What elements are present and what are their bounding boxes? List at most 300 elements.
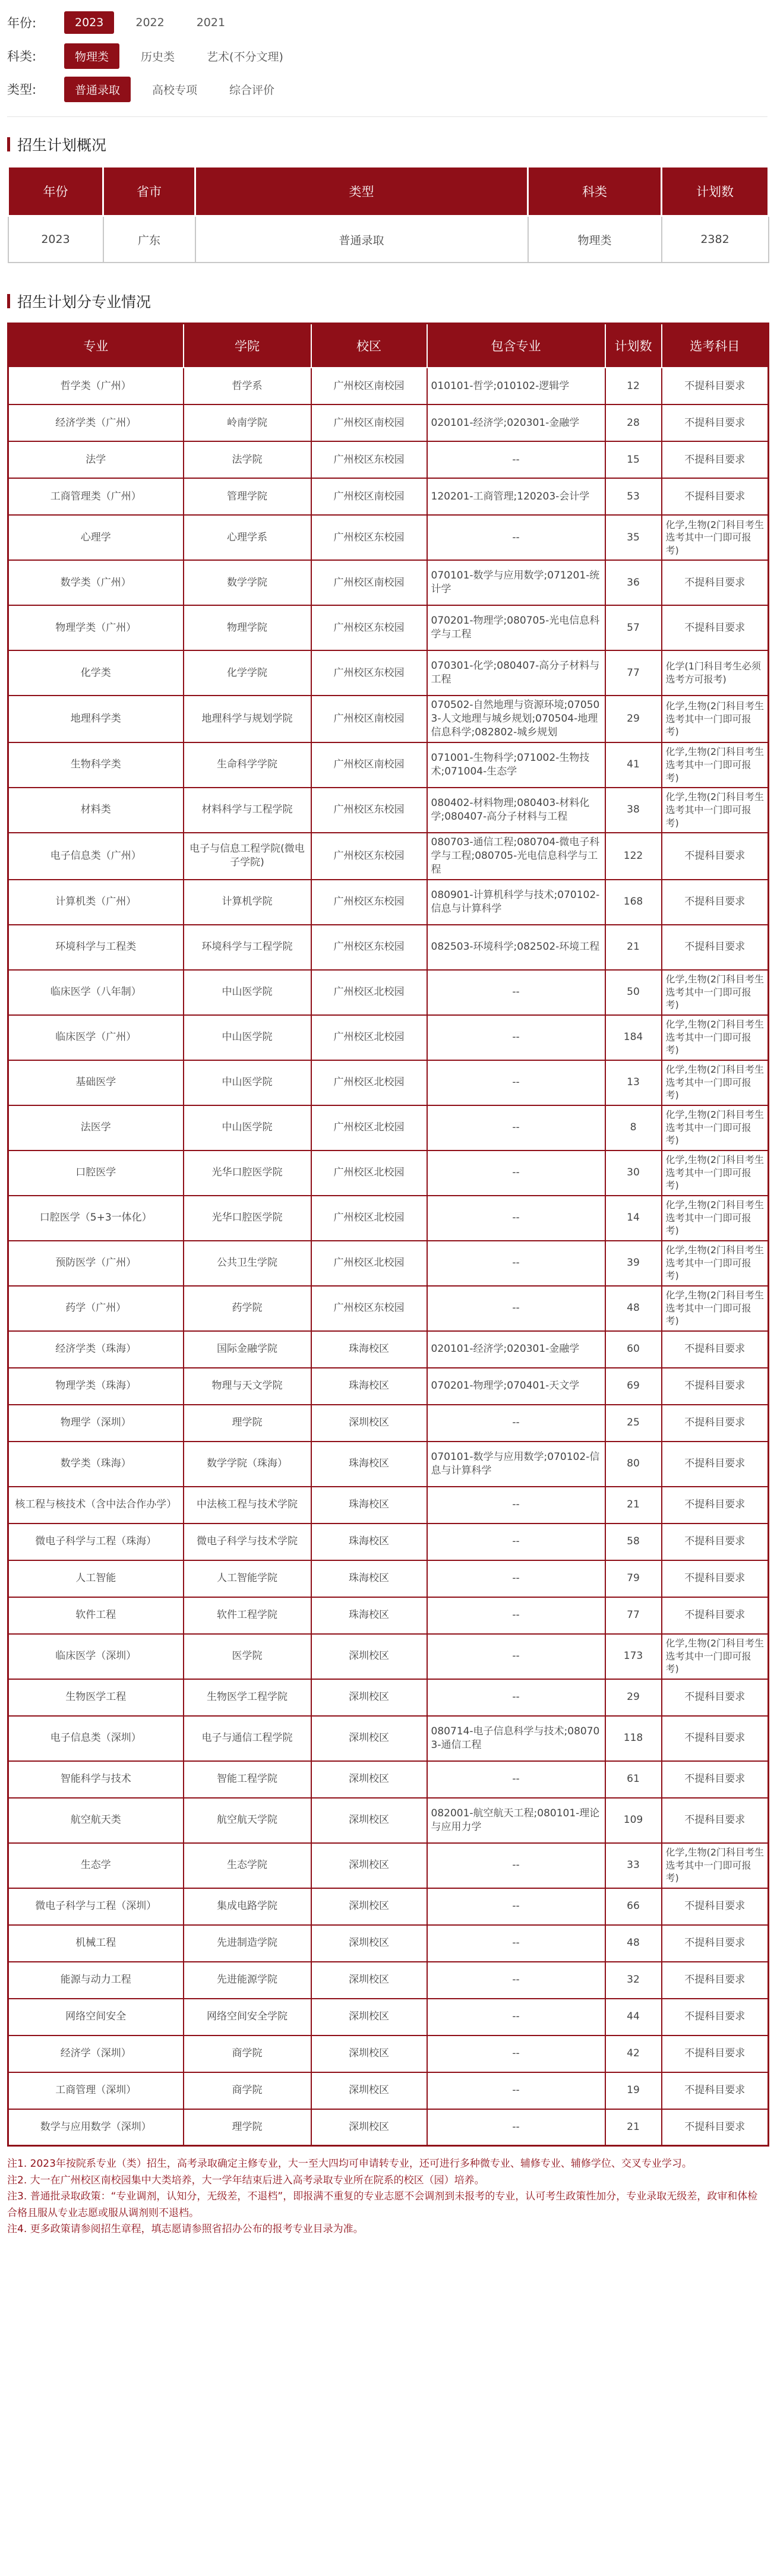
req-cell: 不提科目要求 bbox=[662, 1524, 769, 1560]
majors-table-body bbox=[8, 368, 769, 2146]
year-option-2022[interactable]: 2022 bbox=[135, 16, 165, 29]
overview-table bbox=[7, 166, 769, 263]
req-cell: 不提科目要求 bbox=[662, 1888, 769, 1925]
include-cell: -- bbox=[427, 1925, 605, 1962]
majors-header-req: 选考科目 bbox=[662, 324, 769, 368]
campus-cell: 广州校区东校园 bbox=[311, 650, 427, 696]
include-cell: -- bbox=[427, 1761, 605, 1798]
table-row bbox=[8, 1105, 769, 1150]
plan-cell: 50 bbox=[605, 970, 662, 1015]
college-cell: 集成电路学院 bbox=[184, 1888, 311, 1925]
campus-cell: 深圳校区 bbox=[311, 1716, 427, 1761]
plan-cell: 41 bbox=[605, 742, 662, 788]
table-row bbox=[8, 2109, 769, 2146]
college-cell: 数学学院（珠海） bbox=[184, 1442, 311, 1487]
college-cell: 生命科学学院 bbox=[184, 742, 311, 788]
college-cell: 地理科学与规划学院 bbox=[184, 696, 311, 742]
req-cell: 不提科目要求 bbox=[662, 560, 769, 605]
campus-cell: 深圳校区 bbox=[311, 1761, 427, 1798]
table-row bbox=[8, 368, 769, 404]
major-name-cell: 能源与动力工程 bbox=[8, 1962, 184, 1999]
campus-cell: 珠海校区 bbox=[311, 1524, 427, 1560]
req-cell: 化学,生物(2门科目考生选考其中一门即可报考) bbox=[662, 742, 769, 788]
majors-section-title bbox=[7, 289, 767, 313]
title-bar-icon bbox=[7, 137, 10, 151]
table-row bbox=[8, 1405, 769, 1442]
table-row bbox=[8, 1761, 769, 1798]
plan-cell: 168 bbox=[605, 880, 662, 925]
divider bbox=[7, 116, 767, 117]
college-cell: 理学院 bbox=[184, 2109, 311, 2146]
include-cell: -- bbox=[427, 1679, 605, 1716]
college-cell: 材料科学与工程学院 bbox=[184, 788, 311, 833]
req-cell: 不提科目要求 bbox=[662, 1560, 769, 1597]
table-row bbox=[8, 970, 769, 1015]
table-row bbox=[8, 1888, 769, 1925]
req-cell: 化学,生物(2门科目考生选考其中一门即可报考) bbox=[662, 1286, 769, 1331]
include-cell: -- bbox=[427, 1105, 605, 1150]
include-cell: 020101-经济学;020301-金融学 bbox=[427, 404, 605, 441]
overview-cell-year: 2023 bbox=[8, 216, 103, 263]
college-cell: 心理学系 bbox=[184, 515, 311, 560]
college-cell: 计算机学院 bbox=[184, 880, 311, 925]
plan-cell: 21 bbox=[605, 1487, 662, 1524]
include-cell: -- bbox=[427, 1150, 605, 1196]
campus-cell: 深圳校区 bbox=[311, 2072, 427, 2109]
include-cell: -- bbox=[427, 1487, 605, 1524]
major-name-cell: 数学类（广州） bbox=[8, 560, 184, 605]
table-row bbox=[8, 478, 769, 515]
plan-cell: 77 bbox=[605, 650, 662, 696]
campus-cell: 广州校区北校园 bbox=[311, 1060, 427, 1105]
notes bbox=[7, 2156, 767, 2238]
campus-cell: 深圳校区 bbox=[311, 1679, 427, 1716]
plan-cell: 48 bbox=[605, 1286, 662, 1331]
major-name-cell: 数学与应用数学（深圳） bbox=[8, 2109, 184, 2146]
table-row bbox=[8, 2072, 769, 2109]
campus-cell: 广州校区北校园 bbox=[311, 970, 427, 1015]
campus-cell: 广州校区东校园 bbox=[311, 441, 427, 478]
plan-cell: 25 bbox=[605, 1405, 662, 1442]
filter-subject-label: 科类: bbox=[7, 49, 37, 64]
major-name-cell: 人工智能 bbox=[8, 1560, 184, 1597]
include-cell: -- bbox=[427, 1597, 605, 1634]
campus-cell: 深圳校区 bbox=[311, 1888, 427, 1925]
filter-year bbox=[7, 6, 767, 39]
req-cell: 不提科目要求 bbox=[662, 1442, 769, 1487]
campus-cell: 广州校区南校园 bbox=[311, 404, 427, 441]
year-option-2021[interactable]: 2021 bbox=[196, 16, 226, 29]
campus-cell: 广州校区东校园 bbox=[311, 833, 427, 880]
include-cell: -- bbox=[427, 2035, 605, 2072]
req-cell: 化学,生物(2门科目考生选考其中一门即可报考) bbox=[662, 1634, 769, 1679]
include-cell: -- bbox=[427, 1634, 605, 1679]
major-name-cell: 药学（广州） bbox=[8, 1286, 184, 1331]
table-row bbox=[8, 880, 769, 925]
year-option-2023[interactable]: 2023 bbox=[64, 11, 114, 34]
major-name-cell: 基础医学 bbox=[8, 1060, 184, 1105]
overview-cell-province: 广东 bbox=[103, 216, 195, 263]
req-cell: 不提科目要求 bbox=[662, 2072, 769, 2109]
overview-row bbox=[8, 216, 769, 263]
campus-cell: 深圳校区 bbox=[311, 1925, 427, 1962]
req-cell: 化学,生物(2门科目考生选考其中一门即可报考) bbox=[662, 1843, 769, 1888]
plan-cell: 61 bbox=[605, 1761, 662, 1798]
req-cell: 不提科目要求 bbox=[662, 1405, 769, 1442]
major-name-cell: 地理科学类 bbox=[8, 696, 184, 742]
overview-cell-subject: 物理类 bbox=[528, 216, 662, 263]
majors-table bbox=[7, 323, 769, 2147]
majors-title: 招生计划分专业情况 bbox=[17, 293, 151, 311]
plan-cell: 69 bbox=[605, 1368, 662, 1405]
major-name-cell: 口腔医学（5+3一体化） bbox=[8, 1196, 184, 1241]
overview-section-title bbox=[7, 132, 767, 156]
table-row bbox=[8, 1716, 769, 1761]
college-cell: 商学院 bbox=[184, 2072, 311, 2109]
college-cell: 中山医学院 bbox=[184, 970, 311, 1015]
college-cell: 电子与通信工程学院 bbox=[184, 1716, 311, 1761]
major-name-cell: 核工程与核技术（含中法合作办学） bbox=[8, 1487, 184, 1524]
plan-cell: 57 bbox=[605, 605, 662, 650]
note-item: 注1. 2023年按院系专业（类）招生，高考录取确定主修专业，大一至大四均可申请转专业，还可进行多种微专业、辅修专业、辅修学位、交叉专业学习。 bbox=[7, 2158, 692, 2170]
plan-cell: 48 bbox=[605, 1925, 662, 1962]
plan-cell: 173 bbox=[605, 1634, 662, 1679]
filter-year-label: 年份: bbox=[7, 16, 37, 30]
major-name-cell: 材料类 bbox=[8, 788, 184, 833]
req-cell: 不提科目要求 bbox=[662, 1761, 769, 1798]
campus-cell: 广州校区北校园 bbox=[311, 1196, 427, 1241]
campus-cell: 珠海校区 bbox=[311, 1331, 427, 1368]
table-row bbox=[8, 2035, 769, 2072]
plan-cell: 29 bbox=[605, 1679, 662, 1716]
subject-option-art[interactable]: 艺术(不分文理) bbox=[207, 50, 283, 64]
major-name-cell: 生物科学类 bbox=[8, 742, 184, 788]
table-row bbox=[8, 1597, 769, 1634]
overview-header-year: 年份 bbox=[8, 167, 103, 216]
plan-cell: 53 bbox=[605, 478, 662, 515]
college-cell: 法学院 bbox=[184, 441, 311, 478]
majors-header-college: 学院 bbox=[184, 324, 311, 368]
table-row bbox=[8, 1286, 769, 1331]
plan-cell: 30 bbox=[605, 1150, 662, 1196]
majors-header-include: 包含专业 bbox=[427, 324, 605, 368]
req-cell: 不提科目要求 bbox=[662, 1487, 769, 1524]
req-cell: 不提科目要求 bbox=[662, 1716, 769, 1761]
type-option-comprehensive[interactable]: 综合评价 bbox=[229, 83, 275, 97]
include-cell: -- bbox=[427, 1405, 605, 1442]
req-cell: 化学,生物(2门科目考生选考其中一门即可报考) bbox=[662, 515, 769, 560]
plan-cell: 122 bbox=[605, 833, 662, 880]
table-row bbox=[8, 404, 769, 441]
include-cell: 080714-电子信息科学与技术;080703-通信工程 bbox=[427, 1716, 605, 1761]
major-name-cell: 软件工程 bbox=[8, 1597, 184, 1634]
plan-cell: 32 bbox=[605, 1962, 662, 1999]
include-cell: 070301-化学;080407-高分子材料与工程 bbox=[427, 650, 605, 696]
majors-header-plan: 计划数 bbox=[605, 324, 662, 368]
req-cell: 化学,生物(2门科目考生选考其中一门即可报考) bbox=[662, 1105, 769, 1150]
table-row bbox=[8, 1331, 769, 1368]
plan-cell: 77 bbox=[605, 1597, 662, 1634]
table-row bbox=[8, 696, 769, 742]
campus-cell: 广州校区东校园 bbox=[311, 605, 427, 650]
req-cell: 不提科目要求 bbox=[662, 2035, 769, 2072]
table-row bbox=[8, 1999, 769, 2035]
college-cell: 岭南学院 bbox=[184, 404, 311, 441]
major-name-cell: 临床医学（深圳） bbox=[8, 1634, 184, 1679]
major-name-cell: 数学类（珠海） bbox=[8, 1442, 184, 1487]
filter-type bbox=[7, 72, 767, 106]
plan-cell: 14 bbox=[605, 1196, 662, 1241]
campus-cell: 广州校区北校园 bbox=[311, 1150, 427, 1196]
campus-cell: 深圳校区 bbox=[311, 1634, 427, 1679]
plan-cell: 35 bbox=[605, 515, 662, 560]
college-cell: 人工智能学院 bbox=[184, 1560, 311, 1597]
plan-cell: 15 bbox=[605, 441, 662, 478]
college-cell: 环境科学与工程学院 bbox=[184, 925, 311, 970]
table-row bbox=[8, 788, 769, 833]
table-row bbox=[8, 1368, 769, 1405]
include-cell: 070101-数学与应用数学;071201-统计学 bbox=[427, 560, 605, 605]
major-name-cell: 心理学 bbox=[8, 515, 184, 560]
table-row bbox=[8, 742, 769, 788]
college-cell: 哲学系 bbox=[184, 368, 311, 404]
campus-cell: 广州校区南校园 bbox=[311, 368, 427, 404]
req-cell: 不提科目要求 bbox=[662, 605, 769, 650]
table-row bbox=[8, 1925, 769, 1962]
subject-option-history[interactable]: 历史类 bbox=[141, 50, 175, 64]
include-cell: 070201-物理学;070401-天文学 bbox=[427, 1368, 605, 1405]
major-name-cell: 工商管理（深圳） bbox=[8, 2072, 184, 2109]
plan-cell: 42 bbox=[605, 2035, 662, 2072]
req-cell: 不提科目要求 bbox=[662, 2109, 769, 2146]
major-name-cell: 物理学类（广州） bbox=[8, 605, 184, 650]
plan-cell: 21 bbox=[605, 925, 662, 970]
campus-cell: 广州校区东校园 bbox=[311, 925, 427, 970]
title-bar-icon bbox=[7, 294, 10, 308]
overview-header-subject: 科类 bbox=[528, 167, 662, 216]
major-name-cell: 口腔医学 bbox=[8, 1150, 184, 1196]
campus-cell: 广州校区北校园 bbox=[311, 1241, 427, 1286]
include-cell: 010101-哲学;010102-逻辑学 bbox=[427, 368, 605, 404]
campus-cell: 珠海校区 bbox=[311, 1368, 427, 1405]
major-name-cell: 计算机类（广州） bbox=[8, 880, 184, 925]
campus-cell: 深圳校区 bbox=[311, 2035, 427, 2072]
table-row bbox=[8, 1843, 769, 1888]
include-cell: -- bbox=[427, 1888, 605, 1925]
include-cell: -- bbox=[427, 2109, 605, 2146]
include-cell: 070201-物理学;080705-光电信息科学与工程 bbox=[427, 605, 605, 650]
college-cell: 医学院 bbox=[184, 1634, 311, 1679]
major-name-cell: 临床医学（广州） bbox=[8, 1015, 184, 1060]
table-row bbox=[8, 1634, 769, 1679]
table-row bbox=[8, 605, 769, 650]
type-option-special[interactable]: 高校专项 bbox=[152, 83, 198, 97]
campus-cell: 珠海校区 bbox=[311, 1597, 427, 1634]
overview-title: 招生计划概况 bbox=[17, 137, 107, 154]
table-row bbox=[8, 1679, 769, 1716]
table-row bbox=[8, 1560, 769, 1597]
campus-cell: 广州校区北校园 bbox=[311, 1105, 427, 1150]
college-cell: 生物医学工程学院 bbox=[184, 1679, 311, 1716]
req-cell: 化学(1门科目考生必须选考方可报考) bbox=[662, 650, 769, 696]
table-row bbox=[8, 1241, 769, 1286]
campus-cell: 珠海校区 bbox=[311, 1442, 427, 1487]
major-name-cell: 网络空间安全 bbox=[8, 1999, 184, 2035]
req-cell: 化学,生物(2门科目考生选考其中一门即可报考) bbox=[662, 1150, 769, 1196]
note-item: 注3. 普通批录取政策：“专业调剂，认知分，无级差，不退档”，即报满不重复的专业志愿不会调剂到未报考的专业，认可考生政策性加分，专业录取无级差，政审和体检合格且服从专业志愿或服从调剂则不退档。 bbox=[7, 2191, 758, 2219]
majors-header-campus: 校区 bbox=[311, 324, 427, 368]
campus-cell: 珠海校区 bbox=[311, 1560, 427, 1597]
plan-cell: 39 bbox=[605, 1241, 662, 1286]
table-row bbox=[8, 560, 769, 605]
college-cell: 先进能源学院 bbox=[184, 1962, 311, 1999]
include-cell: 120201-工商管理;120203-会计学 bbox=[427, 478, 605, 515]
major-name-cell: 法医学 bbox=[8, 1105, 184, 1150]
req-cell: 化学,生物(2门科目考生选考其中一门即可报考) bbox=[662, 1196, 769, 1241]
include-cell: -- bbox=[427, 1999, 605, 2035]
table-row bbox=[8, 1060, 769, 1105]
req-cell: 不提科目要求 bbox=[662, 368, 769, 404]
major-name-cell: 经济学（深圳） bbox=[8, 2035, 184, 2072]
table-row bbox=[8, 515, 769, 560]
table-row bbox=[8, 1015, 769, 1060]
req-cell: 不提科目要求 bbox=[662, 925, 769, 970]
include-cell: -- bbox=[427, 1241, 605, 1286]
major-name-cell: 经济学类（珠海） bbox=[8, 1331, 184, 1368]
major-name-cell: 物理学（深圳） bbox=[8, 1405, 184, 1442]
major-name-cell: 化学类 bbox=[8, 650, 184, 696]
include-cell: 082503-环境科学;082502-环境工程 bbox=[427, 925, 605, 970]
plan-cell: 33 bbox=[605, 1843, 662, 1888]
req-cell: 化学,生物(2门科目考生选考其中一门即可报考) bbox=[662, 1241, 769, 1286]
major-name-cell: 电子信息类（深圳） bbox=[8, 1716, 184, 1761]
filter-type-label: 类型: bbox=[7, 83, 37, 97]
plan-cell: 12 bbox=[605, 368, 662, 404]
req-cell: 不提科目要求 bbox=[662, 1999, 769, 2035]
table-row bbox=[8, 1798, 769, 1843]
table-row bbox=[8, 833, 769, 880]
major-name-cell: 生物医学工程 bbox=[8, 1679, 184, 1716]
campus-cell: 广州校区北校园 bbox=[311, 1015, 427, 1060]
college-cell: 商学院 bbox=[184, 2035, 311, 2072]
major-name-cell: 物理学类（珠海） bbox=[8, 1368, 184, 1405]
include-cell: -- bbox=[427, 1524, 605, 1560]
plan-cell: 109 bbox=[605, 1798, 662, 1843]
major-name-cell: 微电子科学与工程（珠海） bbox=[8, 1524, 184, 1560]
overview-header-type: 类型 bbox=[195, 167, 528, 216]
campus-cell: 广州校区南校园 bbox=[311, 560, 427, 605]
table-row bbox=[8, 441, 769, 478]
major-name-cell: 智能科学与技术 bbox=[8, 1761, 184, 1798]
plan-cell: 58 bbox=[605, 1524, 662, 1560]
college-cell: 数学学院 bbox=[184, 560, 311, 605]
subject-option-physics[interactable]: 物理类 bbox=[64, 43, 119, 69]
college-cell: 光华口腔医学院 bbox=[184, 1150, 311, 1196]
filter-subject bbox=[7, 39, 767, 72]
table-row bbox=[8, 650, 769, 696]
include-cell: -- bbox=[427, 1843, 605, 1888]
plan-cell: 80 bbox=[605, 1442, 662, 1487]
include-cell: -- bbox=[427, 1015, 605, 1060]
overview-header-plan: 计划数 bbox=[662, 167, 769, 216]
college-cell: 国际金融学院 bbox=[184, 1331, 311, 1368]
campus-cell: 深圳校区 bbox=[311, 1999, 427, 2035]
req-cell: 不提科目要求 bbox=[662, 880, 769, 925]
college-cell: 公共卫生学院 bbox=[184, 1241, 311, 1286]
plan-cell: 184 bbox=[605, 1015, 662, 1060]
campus-cell: 珠海校区 bbox=[311, 1487, 427, 1524]
include-cell: 080901-计算机科学与技术;070102-信息与计算科学 bbox=[427, 880, 605, 925]
campus-cell: 深圳校区 bbox=[311, 1843, 427, 1888]
college-cell: 微电子科学与技术学院 bbox=[184, 1524, 311, 1560]
major-name-cell: 预防医学（广州） bbox=[8, 1241, 184, 1286]
campus-cell: 深圳校区 bbox=[311, 1798, 427, 1843]
campus-cell: 广州校区南校园 bbox=[311, 478, 427, 515]
table-row bbox=[8, 1442, 769, 1487]
include-cell: -- bbox=[427, 1560, 605, 1597]
campus-cell: 广州校区东校园 bbox=[311, 880, 427, 925]
major-name-cell: 微电子科学与工程（深圳） bbox=[8, 1888, 184, 1925]
campus-cell: 深圳校区 bbox=[311, 1962, 427, 1999]
college-cell: 电子与信息工程学院(微电子学院) bbox=[184, 833, 311, 880]
college-cell: 软件工程学院 bbox=[184, 1597, 311, 1634]
include-cell: 020101-经济学;020301-金融学 bbox=[427, 1331, 605, 1368]
plan-cell: 118 bbox=[605, 1716, 662, 1761]
req-cell: 不提科目要求 bbox=[662, 1597, 769, 1634]
college-cell: 生态学院 bbox=[184, 1843, 311, 1888]
campus-cell: 广州校区东校园 bbox=[311, 1286, 427, 1331]
table-row bbox=[8, 1150, 769, 1196]
plan-cell: 66 bbox=[605, 1888, 662, 1925]
include-cell: 070101-数学与应用数学;070102-信息与计算科学 bbox=[427, 1442, 605, 1487]
note-item: 注4. 更多政策请参阅招生章程，填志愿请参照省招办公布的报考专业目录为准。 bbox=[7, 2223, 364, 2236]
plan-cell: 29 bbox=[605, 696, 662, 742]
req-cell: 化学,生物(2门科目考生选考其中一门即可报考) bbox=[662, 696, 769, 742]
req-cell: 不提科目要求 bbox=[662, 1798, 769, 1843]
include-cell: -- bbox=[427, 1286, 605, 1331]
overview-header-province: 省市 bbox=[103, 167, 195, 216]
req-cell: 不提科目要求 bbox=[662, 1368, 769, 1405]
college-cell: 物理学院 bbox=[184, 605, 311, 650]
table-row bbox=[8, 1487, 769, 1524]
req-cell: 化学,生物(2门科目考生选考其中一门即可报考) bbox=[662, 1015, 769, 1060]
table-row bbox=[8, 1524, 769, 1560]
plan-cell: 60 bbox=[605, 1331, 662, 1368]
college-cell: 中法核工程与技术学院 bbox=[184, 1487, 311, 1524]
table-row bbox=[8, 1196, 769, 1241]
college-cell: 光华口腔医学院 bbox=[184, 1196, 311, 1241]
majors-header-name: 专业 bbox=[8, 324, 184, 368]
major-name-cell: 经济学类（广州） bbox=[8, 404, 184, 441]
college-cell: 中山医学院 bbox=[184, 1060, 311, 1105]
req-cell: 化学,生物(2门科目考生选考其中一门即可报考) bbox=[662, 788, 769, 833]
include-cell: -- bbox=[427, 1196, 605, 1241]
req-cell: 不提科目要求 bbox=[662, 441, 769, 478]
req-cell: 不提科目要求 bbox=[662, 1962, 769, 1999]
req-cell: 不提科目要求 bbox=[662, 1925, 769, 1962]
plan-cell: 36 bbox=[605, 560, 662, 605]
table-row bbox=[8, 925, 769, 970]
major-name-cell: 临床医学（八年制） bbox=[8, 970, 184, 1015]
major-name-cell: 环境科学与工程类 bbox=[8, 925, 184, 970]
campus-cell: 深圳校区 bbox=[311, 1405, 427, 1442]
req-cell: 不提科目要求 bbox=[662, 833, 769, 880]
include-cell: 071001-生物科学;071002-生物技术;071004-生态学 bbox=[427, 742, 605, 788]
campus-cell: 广州校区南校园 bbox=[311, 696, 427, 742]
campus-cell: 广州校区东校园 bbox=[311, 515, 427, 560]
major-name-cell: 哲学类（广州） bbox=[8, 368, 184, 404]
type-option-regular[interactable]: 普通录取 bbox=[64, 77, 131, 102]
